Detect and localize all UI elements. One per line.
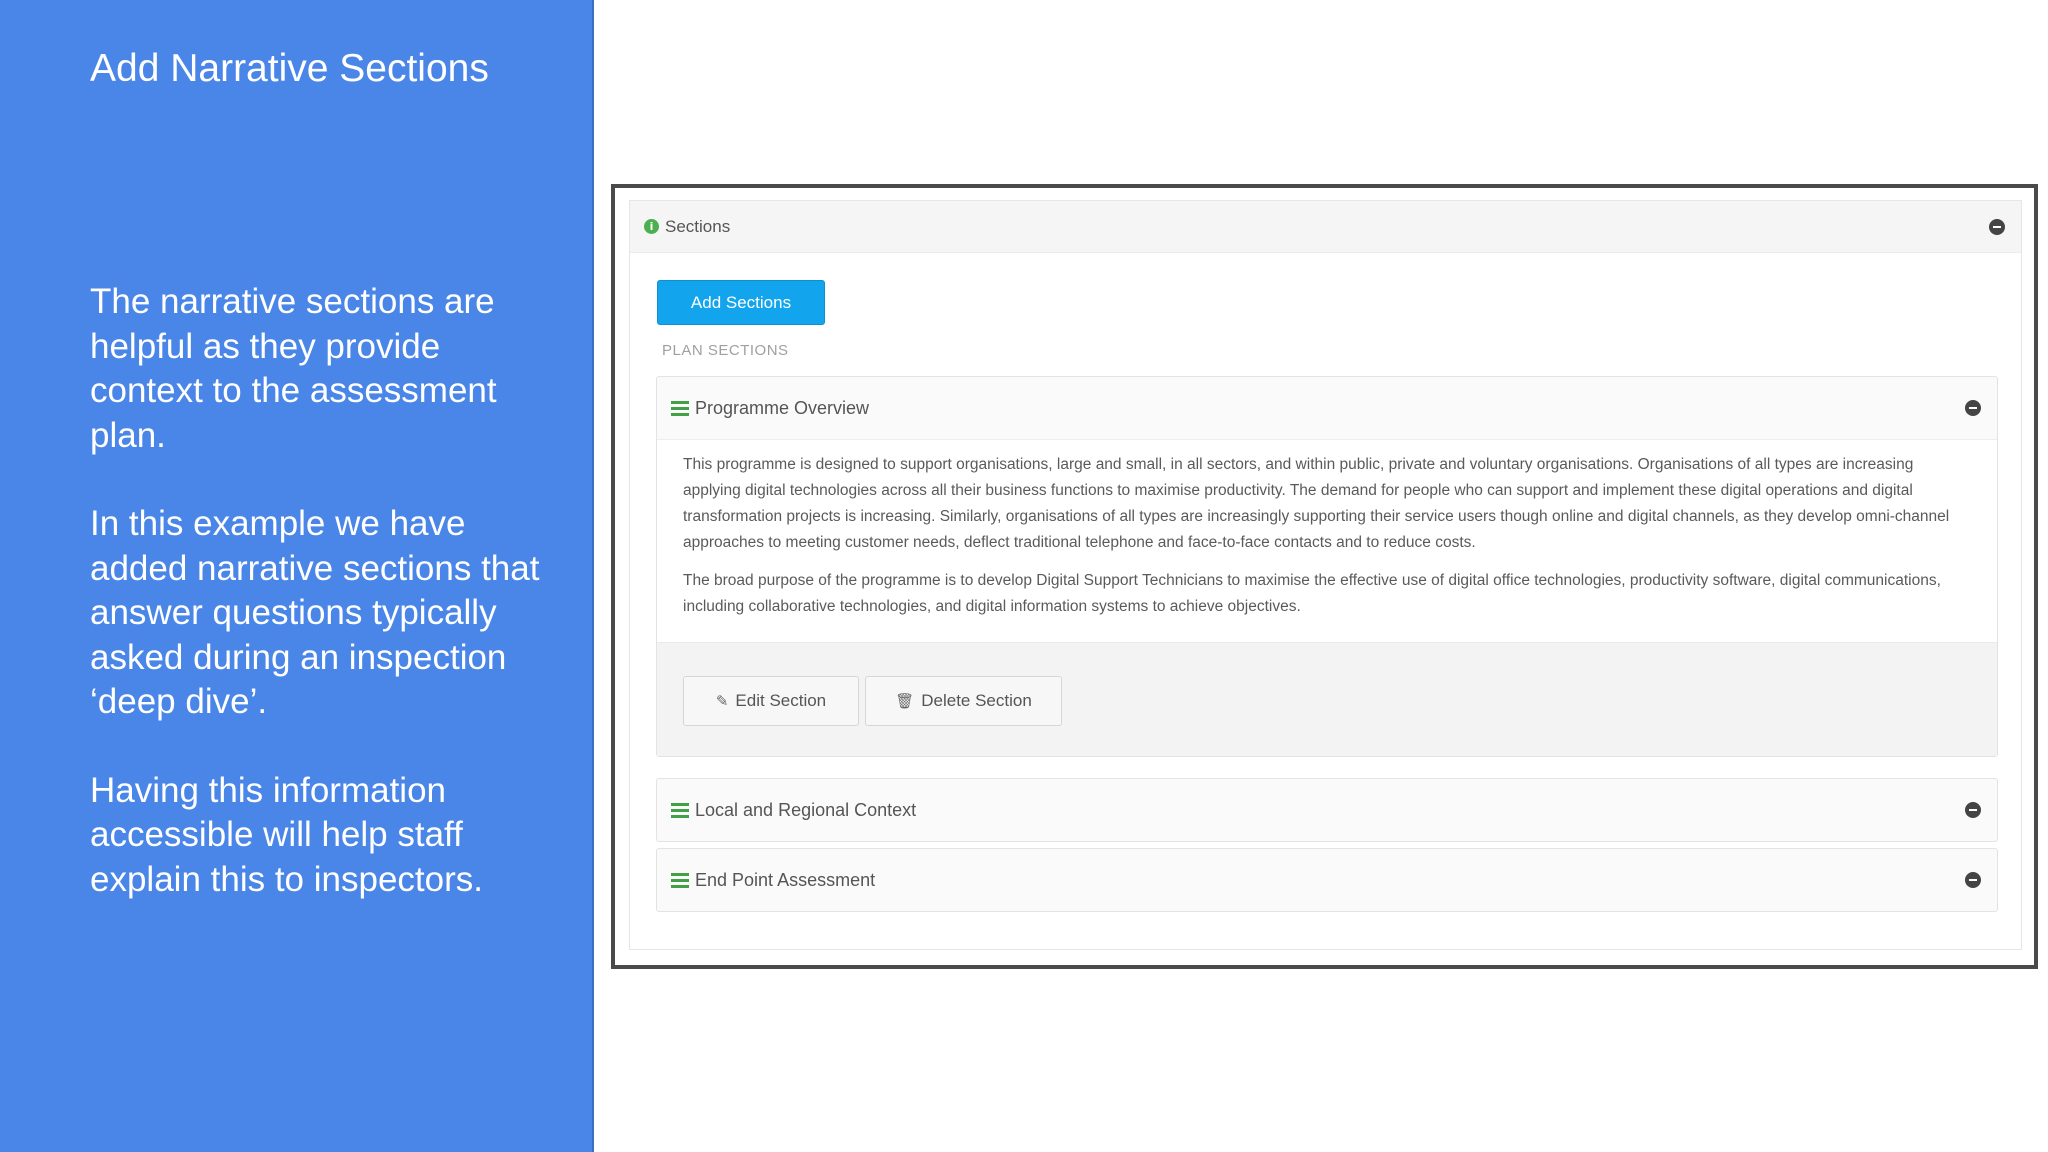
section-paragraph: This programme is designed to support organisations, large and small, in all sectors, and within public, private and voluntary organisations. Organisations of all types are increasing applying digital technologies across all their business functions to maximise productivity. The demand for people who can support and implement these digital operations and digital transformation projects is increasing. Similarly, organisations of all types are increasingly supporting their service users though online and digital channels, as they develop omni-channel approaches to meeting customer needs, deflect traditional telephone and face-to-face contacts and to reduce costs. xyxy=(683,456,1950,551)
sections-panel xyxy=(629,200,2022,950)
section-title: End Point Assessment xyxy=(695,869,876,890)
edit-section-button[interactable] xyxy=(683,676,859,726)
delete-section-label: Delete Section xyxy=(921,691,1032,710)
trash-icon: 🗑 xyxy=(895,692,915,710)
screenshot-frame xyxy=(611,184,2038,969)
plan-sections-label: PLAN SECTIONS xyxy=(662,342,789,359)
slide-body xyxy=(90,280,560,946)
collapse-section-icon[interactable] xyxy=(1965,400,1981,416)
section-paragraph: The broad purpose of the programme is to develop Digital Support Technicians to maximise the effective use of digital office technologies, productivity software, digital communications, including collaborative technologies, and digital information systems to achieve objectives. xyxy=(683,572,1941,615)
pencil-icon: ✎ xyxy=(715,692,729,710)
section-card-local-regional-context xyxy=(656,778,1998,842)
sections-panel-header xyxy=(630,201,2021,253)
section-header[interactable] xyxy=(657,377,1997,439)
slide-paragraph: The narrative sections are helpful as they provide context to the assessment plan. xyxy=(90,282,497,455)
slide-paragraph: In this example we have added narrative sections that answer questions typically asked during an inspection ‘deep dive’. xyxy=(90,504,540,721)
section-actions xyxy=(657,642,1997,756)
list-icon xyxy=(671,873,689,888)
info-icon: i xyxy=(644,219,659,234)
section-card-end-point-assessment xyxy=(656,848,1998,912)
section-title: Programme Overview xyxy=(695,397,870,418)
section-header[interactable] xyxy=(657,779,1997,841)
slide-text-panel xyxy=(0,0,594,1152)
panel-title: Sections xyxy=(665,216,731,236)
slide-paragraph: Having this information accessible will help staff explain this to inspectors. xyxy=(90,770,483,899)
collapse-panel-icon[interactable] xyxy=(1989,219,2005,235)
slide-title: Add Narrative Sections xyxy=(90,47,489,90)
section-title: Local and Regional Context xyxy=(695,799,917,820)
collapse-section-icon[interactable] xyxy=(1965,802,1981,818)
section-header[interactable] xyxy=(657,849,1997,911)
edit-section-label: Edit Section xyxy=(735,691,827,710)
delete-section-button[interactable] xyxy=(865,676,1062,726)
collapse-section-icon[interactable] xyxy=(1965,872,1981,888)
section-card-programme-overview xyxy=(656,376,1998,757)
list-icon xyxy=(671,803,689,818)
section-body xyxy=(657,439,1997,642)
list-icon xyxy=(671,401,689,416)
add-sections-button[interactable]: Add Sections xyxy=(657,280,825,325)
